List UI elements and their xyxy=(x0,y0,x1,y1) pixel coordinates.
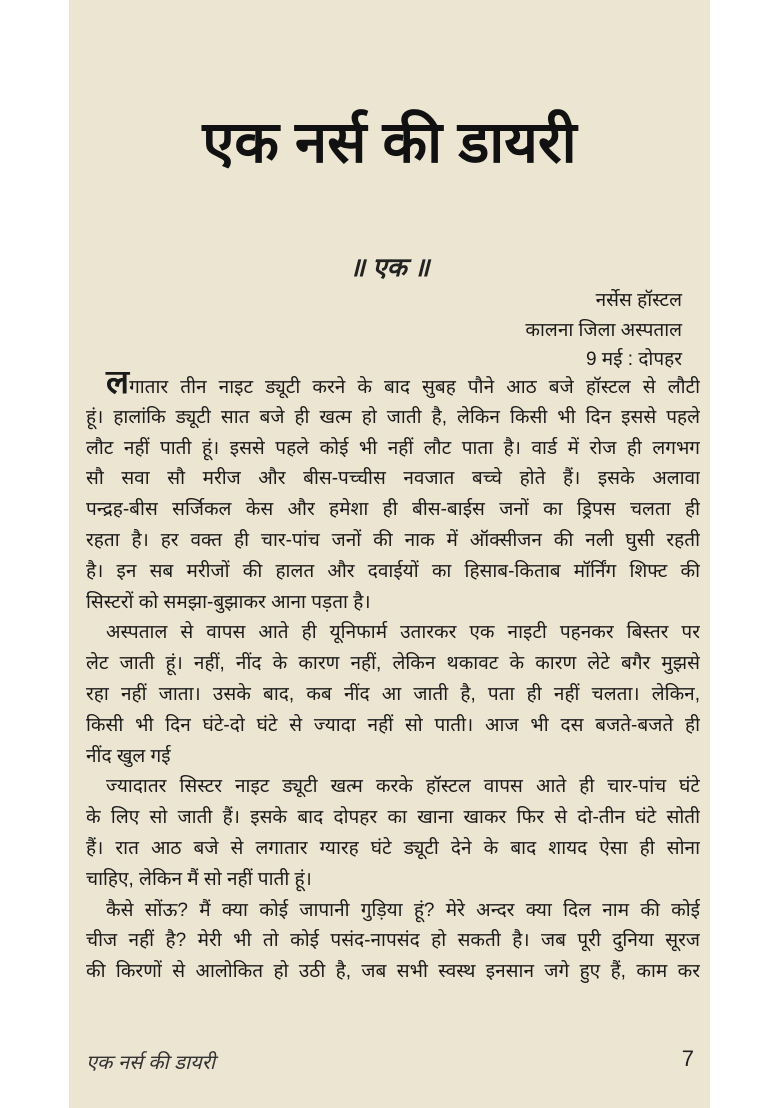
book-page xyxy=(69,0,710,1108)
line-text: ज्यादातर सिस्टर नाइट ड्यूटी खत्म करके हॉस्टल वापस आते ही चार-पांच घंटे xyxy=(106,776,700,798)
line-text: नींद खुल गई xyxy=(86,745,171,767)
text-line xyxy=(86,557,700,588)
line-text: पन्द्रह-बीस सर्जिकल केस और हमेशा ही बीस-बाईस जनों का ड्रिपस चलता ही xyxy=(86,499,700,521)
text-line xyxy=(86,434,700,465)
line-text: सिस्टरों को समझा-बुझाकर आना पड़ता है। xyxy=(86,591,371,613)
line-text: लौट नहीं पाती हूं। इससे पहले कोई भी नहीं लौट पाता है। वार्ड में रोज ही लगभग xyxy=(86,437,700,459)
line-text: रहा नहीं जाता। उसके बाद, कब नींद आ जाती है, पता ही नहीं चलता। लेकिन, xyxy=(86,683,700,705)
line-text: अस्पताल से वापस आते ही यूनिफार्म उतारकर एक नाइटी पहनकर बिस्तर पर xyxy=(106,622,700,644)
text-line xyxy=(86,526,700,557)
line-text: लेट जाती हूं। नहीं, नींद के कारण नहीं, लेकिन थकावट के कारण लेटे बगैर मुझसे xyxy=(86,653,700,675)
line-text: चाहिए, लेकिन मैं सो नहीं पाती हूं। xyxy=(86,868,312,890)
page-number: 7 xyxy=(681,1046,694,1071)
text-line xyxy=(86,588,700,619)
running-footer-title: एक नर्स की डायरी xyxy=(86,1052,216,1074)
line-text: रहता है। हर वक्त ही चार-पांच जनों की नाक में ऑक्सीजन की नली घुसी रहती xyxy=(86,529,700,551)
line-text: चीज नहीं है? मेरी भी तो कोई पसंद-नापसंद हो सकती है। जब पूरी दुनिया सूरज xyxy=(86,930,700,952)
text-line xyxy=(86,772,700,803)
text-line xyxy=(86,834,700,865)
text-line xyxy=(86,372,700,403)
text-line xyxy=(86,957,700,988)
line-text: कैसे सोंऊ? मैं क्या कोई जापानी गुड़िया हूं? मेरे अन्दर क्या दिल नाम की कोई xyxy=(106,899,700,921)
text-line xyxy=(86,495,700,526)
line-text: हैं। रात आठ बजे से लगातार ग्यारह घंटे ड्यूटी देने के बाद शायद ऐसा ही सोना xyxy=(86,837,700,859)
text-line xyxy=(86,618,700,649)
address-line: नर्सेस हॉस्टल xyxy=(595,290,682,311)
line-text: हूं। हालांकि ड्यूटी सात बजे ही खत्म हो जाती है, लेकिन किसी भी दिन इससे पहले xyxy=(86,406,700,428)
page-title: एक नर्स की डायरी xyxy=(202,110,577,175)
text-line xyxy=(86,742,700,773)
text-line xyxy=(86,926,700,957)
text-line xyxy=(86,464,700,495)
line-text: के लिए सो जाती हैं। इसके बाद दोपहर का खाना खाकर फिर से दो-तीन घंटे सोती xyxy=(86,807,700,829)
text-line xyxy=(86,711,700,742)
text-line xyxy=(86,403,700,434)
line-text: की किरणों से आलोकित हो उठी है, जब सभी स्वस्थ इनसान जगे हुए हैं, काम कर xyxy=(86,961,700,983)
line-text: किसी भी दिन घंटे-दो घंटे से ज्यादा नहीं सो पाती। आज भी दस बजते-बजते ही xyxy=(86,714,700,736)
line-text: है। इन सब मरीजों की हालत और दवाईयों का हिसाब-किताब मॉर्निंग शिफ्ट की xyxy=(86,560,700,582)
body-text xyxy=(86,372,700,988)
address-line: कालना जिला अस्पताल xyxy=(525,320,682,341)
text-line xyxy=(86,865,700,896)
line-text: सौ सवा सौ मरीज और बीस-पच्चीस नवजात बच्चे होते हैं। इसके अलावा xyxy=(86,468,700,490)
line-text: गातार तीन नाइट ड्यूटी करने के बाद सुबह पौने आठ बजे हॉस्टल से लौटी xyxy=(129,377,700,398)
text-line xyxy=(86,680,700,711)
date-line: 9 मई : दोपहर xyxy=(585,349,682,370)
drop-cap: ल xyxy=(106,372,130,401)
chapter-heading: ॥ एक ॥ xyxy=(349,252,430,282)
text-line xyxy=(86,803,700,834)
text-line xyxy=(86,896,700,927)
text-line xyxy=(86,649,700,680)
